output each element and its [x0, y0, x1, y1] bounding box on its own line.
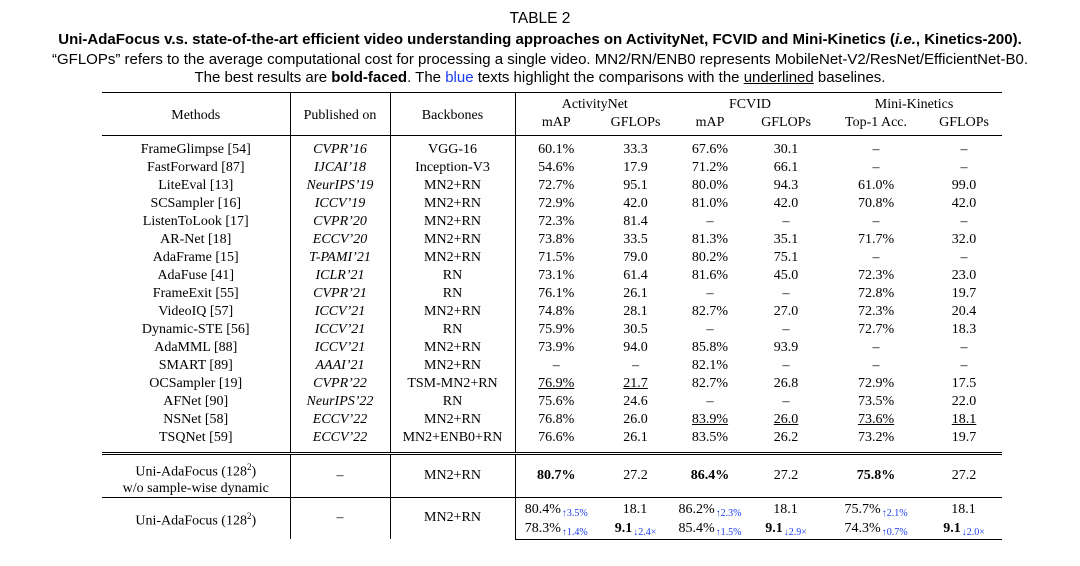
delta-annotation: ↑3.5%	[561, 507, 588, 519]
value-cell: –	[872, 358, 880, 373]
backbone-cell: RN	[390, 285, 515, 303]
value-cell: 19.7	[951, 430, 977, 445]
value-cell: 26.1	[623, 430, 648, 445]
venue-cell: ICLR’21	[290, 267, 390, 285]
value-cell: 42.0	[623, 196, 648, 211]
delta-annotation: ↓2.9×	[783, 526, 807, 538]
value-cell: 72.7%	[515, 177, 597, 195]
table-row	[102, 231, 1002, 249]
value-cell: 33.5	[623, 232, 648, 247]
venue-cell: NeurIPS’22	[290, 393, 390, 411]
delta-annotation: ↑2.1%	[881, 507, 908, 519]
value-cell: 82.7%	[691, 376, 729, 391]
venue-cell: ECCV’22	[290, 429, 390, 454]
method-cell: Dynamic-STE [56]	[141, 322, 250, 337]
value-cell: 67.6%	[674, 136, 746, 160]
method-cell: FrameGlimpse [54]	[102, 136, 290, 160]
value-cell: 18.1	[597, 497, 674, 520]
value-cell: 81.3%	[691, 232, 729, 247]
table-row	[102, 177, 1002, 195]
header-published: Published on	[290, 93, 390, 136]
table-row	[102, 411, 1002, 429]
header-sub: mAP	[695, 115, 725, 130]
value-cell: –	[706, 322, 714, 337]
value-cell: 70.8%	[857, 196, 895, 211]
value-cell: 26.0	[623, 412, 648, 427]
value-cell: –	[632, 358, 639, 373]
value-cell: 71.2%	[691, 160, 729, 175]
backbone-cell: RN	[390, 393, 515, 411]
venue-cell: –	[290, 497, 390, 539]
table-title: Uni-AdaFocus v.s. state-of-the-art efficient video understanding approaches on ActivityNet, FCVID and Mini-Kinetics (i.e., Kinetics-200).	[58, 31, 1022, 48]
value-cell: 71.5%	[515, 249, 597, 267]
value-cell: 99.0	[951, 178, 977, 193]
value-cell: 28.1	[623, 304, 648, 319]
venue-cell: AAAI’21	[290, 357, 390, 375]
method-cell: OCSampler [19]	[149, 376, 243, 391]
value-cell: 75.8%	[826, 454, 926, 498]
value-cell: 75.1	[773, 250, 799, 265]
venue-cell: T-PAMI’21	[290, 249, 390, 267]
value-cell: 72.7%	[857, 322, 895, 337]
value-cell: 61.4	[623, 268, 648, 283]
value-cell: 18.3	[951, 322, 977, 337]
value-cell: 27.0	[773, 304, 799, 319]
table-row	[102, 321, 1002, 339]
value-cell: 17.5	[951, 376, 977, 391]
value-cell: 93.9	[773, 340, 799, 355]
value-cell: –	[826, 136, 926, 160]
backbone-cell: MN2+RN	[390, 411, 515, 429]
value-cell: 26.2	[773, 430, 799, 445]
value-cell: 45.0	[773, 268, 799, 283]
backbone-cell: MN2+RN	[390, 249, 515, 267]
value-cell: –	[926, 136, 1002, 160]
value-cell: 60.1%	[515, 136, 597, 160]
header-sub: GFLOPs	[939, 115, 989, 130]
value-cell: 20.4	[951, 304, 977, 319]
delta-annotation: ↑0.7%	[881, 526, 908, 538]
backbone-cell: RN	[390, 267, 515, 285]
delta-annotation: ↑1.4%	[561, 526, 588, 538]
value-cell: 83.9%	[691, 412, 729, 427]
value-cell: 27.2	[746, 454, 826, 498]
venue-cell: ECCV’22	[290, 411, 390, 429]
method-cell: FrameExit [55]	[152, 286, 239, 301]
method-cell: TSQNet [59]	[159, 430, 233, 445]
delta-annotation: ↑2.3%	[715, 507, 742, 519]
value-cell: $78.3\%_{↑1.4\%}$	[515, 520, 597, 540]
value-cell: 18.1	[951, 412, 977, 427]
header-sub: GFLOPs	[610, 115, 661, 130]
backbone-cell: TSM-MN2+RN	[390, 375, 515, 393]
value-cell: 75.6%	[515, 393, 597, 411]
value-cell: 76.1%	[515, 285, 597, 303]
method-cell: VideoIQ [57]	[158, 304, 234, 319]
backbone-cell: MN2+RN	[390, 231, 515, 249]
value-cell: 30.5	[623, 322, 648, 337]
value-cell: 42.0	[773, 196, 799, 211]
table-row	[102, 357, 1002, 375]
table-row	[102, 267, 1002, 285]
value-cell: –	[872, 340, 880, 355]
value-cell: $9.1_{↓2.0\times}$	[926, 520, 1002, 540]
value-cell: 26.8	[773, 376, 799, 391]
table-row	[102, 497, 1002, 520]
value-cell: 76.9%	[515, 375, 597, 393]
value-cell: –	[960, 250, 968, 265]
header-fcvid: FCVID	[674, 93, 826, 115]
table-row	[102, 429, 1002, 454]
header-backbones: Backbones	[390, 93, 515, 136]
value-cell: 80.2%	[691, 250, 729, 265]
delta-annotation: ↓2.0×	[961, 526, 985, 538]
value-cell: 73.1%	[515, 267, 597, 285]
method-cell: SMART [89]	[158, 358, 233, 373]
backbone-cell: RN	[390, 321, 515, 339]
venue-cell: NeurIPS’19	[290, 177, 390, 195]
table-row	[102, 159, 1002, 177]
method-cell: AFNet [90]	[163, 394, 229, 409]
value-cell: 66.1	[773, 160, 799, 175]
table-row	[102, 136, 1002, 160]
value-cell: –	[706, 394, 714, 409]
value-cell: –	[782, 322, 790, 337]
value-cell: –	[872, 250, 880, 265]
header-sub: mAP	[515, 114, 597, 136]
backbone-cell: MN2+RN	[390, 497, 515, 539]
value-cell: $9.1_{↓2.4\times}$	[597, 520, 674, 540]
venue-cell: ICCV’21	[290, 321, 390, 339]
value-cell: 72.8%	[857, 286, 895, 301]
backbone-cell: MN2+RN	[390, 195, 515, 213]
method-cell: NSNet [58]	[163, 412, 229, 427]
value-cell: 26.0	[773, 412, 799, 427]
value-cell: 86.4%	[674, 454, 746, 498]
value-cell: 17.9	[623, 160, 648, 175]
backbone-cell: Inception-V3	[390, 159, 515, 177]
value-cell: 74.8%	[515, 303, 597, 321]
value-cell: 22.0	[951, 394, 977, 409]
value-cell: 81.0%	[691, 196, 729, 211]
value-cell: 30.1	[746, 136, 826, 160]
backbone-cell: MN2+RN	[390, 303, 515, 321]
value-cell: 27.2	[597, 454, 674, 498]
value-cell: –	[960, 358, 968, 373]
caption-line: “GFLOPs” refers to the average computational cost for processing a single video. MN2/RN/ENB0 represents MobileNet-V2/ResNet/EfficientNet-B0.	[52, 51, 1028, 68]
value-cell: –	[782, 214, 790, 229]
value-cell: $85.4\%_{↑1.5\%}$	[674, 520, 746, 540]
venue-cell: CVPR’22	[290, 375, 390, 393]
value-cell: 33.3	[597, 136, 674, 160]
value-cell: –	[960, 214, 968, 229]
value-cell: 71.7%	[857, 232, 895, 247]
value-cell: 76.6%	[515, 429, 597, 454]
backbone-cell: MN2+ENB0+RN	[390, 429, 515, 454]
method-cell: SCSampler [16]	[150, 196, 242, 211]
method-cell: Uni-AdaFocus $(128^2)$	[102, 497, 290, 539]
method-cell: AdaFuse [41]	[157, 268, 235, 283]
value-cell: 21.7	[623, 376, 648, 391]
value-cell: 72.3%	[857, 268, 895, 283]
backbone-cell: VGG-16	[390, 136, 515, 160]
venue-cell: CVPR’21	[290, 285, 390, 303]
venue-cell: ICCV’19	[290, 195, 390, 213]
value-cell: 95.1	[623, 178, 648, 193]
value-cell: $9.1_{↓2.9\times}$	[746, 520, 826, 540]
value-cell: 27.2	[926, 454, 1002, 498]
table-row	[102, 195, 1002, 213]
value-cell: 24.6	[623, 394, 648, 409]
backbone-cell: MN2+RN	[390, 454, 515, 498]
value-cell: 79.0	[623, 250, 648, 265]
table-row	[102, 393, 1002, 411]
value-cell: 26.1	[623, 286, 648, 301]
value-cell: 94.3	[773, 178, 799, 193]
delta-annotation: ↓2.4×	[633, 526, 657, 538]
table-row	[102, 249, 1002, 267]
table-row	[102, 213, 1002, 231]
method-cell: Uni-AdaFocus $(128^2)$ w/o sample-wise dynamic	[102, 454, 290, 498]
value-cell: 23.0	[951, 268, 977, 283]
value-cell: –	[782, 286, 790, 301]
backbone-cell: MN2+RN	[390, 339, 515, 357]
header-sub: GFLOPs	[761, 115, 811, 130]
value-cell: 42.0	[951, 196, 977, 211]
value-cell: 18.1	[926, 497, 1002, 520]
value-cell: 81.6%	[691, 268, 729, 283]
venue-cell: CVPR’16	[290, 136, 390, 160]
table-row	[102, 303, 1002, 321]
value-cell: 72.9%	[515, 195, 597, 213]
table-label: TABLE 2	[509, 10, 571, 27]
value-cell: $80.4\%_{↑3.5\%}$	[515, 497, 597, 520]
value-cell: –	[960, 160, 968, 175]
header-methods: Methods	[102, 93, 290, 136]
method-cell: AR-Net [18]	[160, 232, 232, 247]
header-activitynet: ActivityNet	[515, 93, 674, 115]
caption-line: The best results are bold-faced. The blue texts highlight the comparisons with the underlined baselines.	[194, 69, 886, 86]
table-row	[102, 285, 1002, 303]
value-cell: 73.6%	[857, 412, 895, 427]
value-cell: 72.3%	[515, 213, 597, 231]
value-cell: $75.7\%_{↑2.1\%}$	[826, 497, 926, 520]
value-cell: –	[515, 357, 597, 375]
value-cell: 85.8%	[691, 340, 729, 355]
value-cell: 80.7%	[515, 454, 597, 498]
value-cell: 82.7%	[691, 304, 729, 319]
value-cell: 80.0%	[691, 178, 729, 193]
value-cell: –	[706, 214, 714, 229]
value-cell: –	[782, 394, 790, 409]
value-cell: 73.5%	[857, 394, 895, 409]
value-cell: 19.7	[951, 286, 977, 301]
header-sub: Top-1 Acc.	[845, 115, 908, 130]
value-cell: 61.0%	[857, 178, 895, 193]
value-cell: 75.9%	[515, 321, 597, 339]
venue-cell: ICCV’21	[290, 339, 390, 357]
value-cell: 81.4	[623, 214, 648, 229]
value-cell: 73.9%	[515, 339, 597, 357]
table-row	[102, 339, 1002, 357]
method-cell: ListenToLook [17]	[142, 214, 249, 229]
value-cell: $74.3\%_{↑0.7\%}$	[826, 520, 926, 540]
value-cell: 83.5%	[691, 430, 729, 445]
venue-cell: ICCV’21	[290, 303, 390, 321]
value-cell: 73.2%	[857, 430, 895, 445]
venue-cell: ECCV’20	[290, 231, 390, 249]
value-cell: 35.1	[773, 232, 799, 247]
venue-cell: IJCAI’18	[290, 159, 390, 177]
delta-annotation: ↑1.5%	[715, 526, 742, 538]
value-cell: 72.9%	[857, 376, 895, 391]
backbone-cell: MN2+RN	[390, 177, 515, 195]
value-cell: 82.1%	[691, 358, 729, 373]
method-cell: FastForward [87]	[146, 160, 245, 175]
backbone-cell: MN2+RN	[390, 213, 515, 231]
value-cell: –	[872, 214, 880, 229]
method-cell: AdaMML [88]	[154, 340, 238, 355]
value-cell: 94.0	[623, 340, 648, 355]
value-cell: 76.8%	[515, 411, 597, 429]
value-cell: –	[960, 340, 968, 355]
value-cell: 32.0	[951, 232, 977, 247]
value-cell: $86.2\%_{↑2.3\%}$	[674, 497, 746, 520]
value-cell: 72.3%	[857, 304, 895, 319]
value-cell: –	[872, 160, 880, 175]
venue-cell: –	[290, 454, 390, 498]
venue-cell: CVPR’20	[290, 213, 390, 231]
method-cell: AdaFrame [15]	[152, 250, 239, 265]
backbone-cell: MN2+RN	[390, 357, 515, 375]
value-cell: 18.1	[746, 497, 826, 520]
value-cell: –	[782, 358, 790, 373]
method-cell: LiteEval [13]	[158, 178, 234, 193]
header-minikinetics: Mini-Kinetics	[826, 93, 1002, 115]
value-cell: 54.6%	[515, 159, 597, 177]
table-row	[102, 375, 1002, 393]
value-cell: 73.8%	[515, 231, 597, 249]
value-cell: –	[706, 286, 714, 301]
results-table	[102, 92, 1002, 540]
